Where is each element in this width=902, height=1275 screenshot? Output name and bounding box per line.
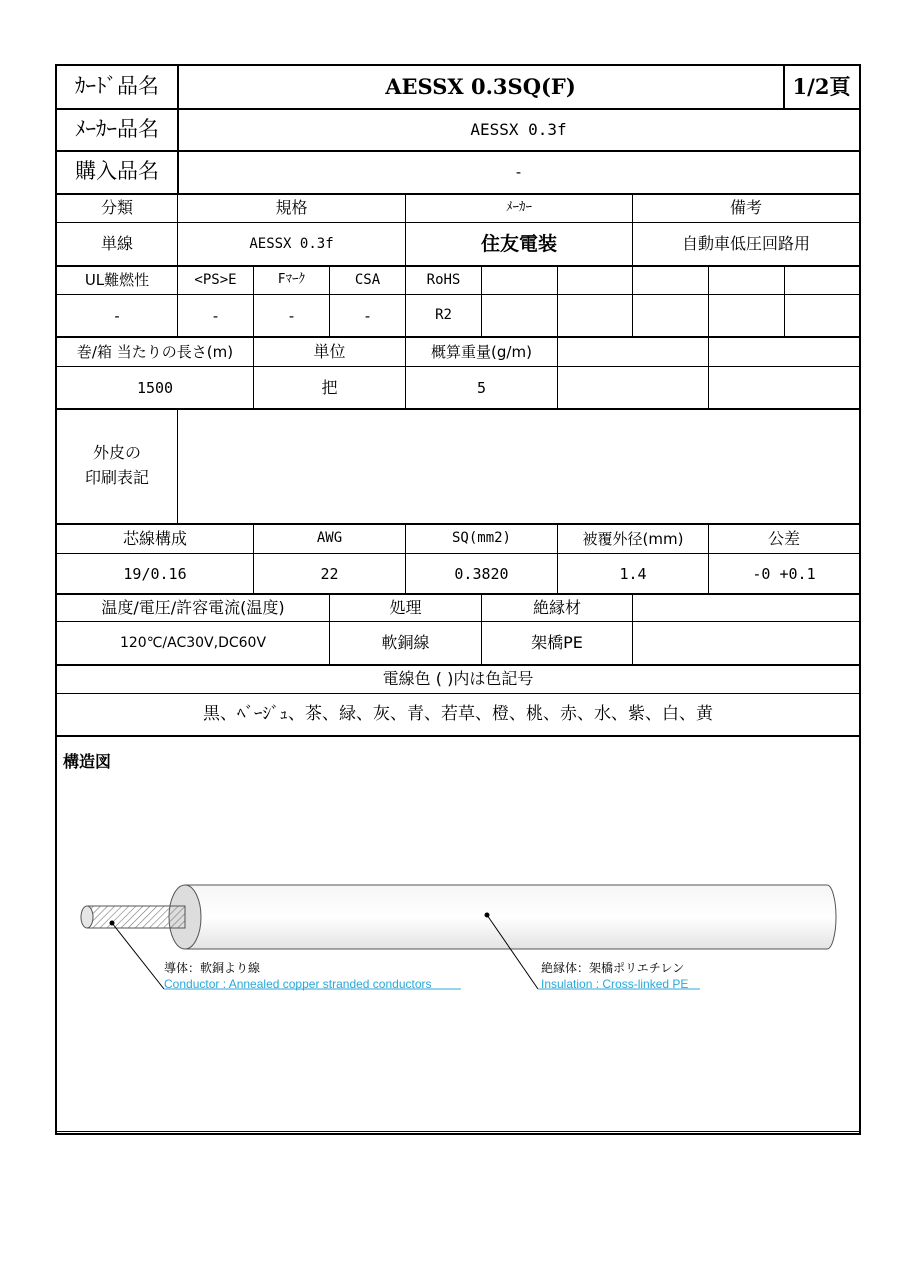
tolerance-value: -0 +0.1 — [752, 564, 816, 583]
sq-value: 0.3820 — [454, 564, 509, 583]
standard-value: AESSX 0.3f — [249, 235, 334, 252]
rohs-label: RoHS — [426, 271, 461, 288]
sq-label: SQ(mm2) — [451, 530, 511, 547]
conductor-strands — [87, 906, 185, 928]
awg-value: 22 — [320, 564, 339, 583]
rating-label: 温度/電圧/許容電流(温度) — [101, 597, 285, 617]
classification-label: 分類 — [100, 198, 133, 218]
maker-value: 住友電装 — [480, 232, 557, 255]
core-construction-value: 19/0.16 — [123, 564, 187, 583]
f-mark-label: Fﾏｰｸ — [278, 272, 305, 288]
csa-label: CSA — [354, 271, 381, 288]
pse-label: <PS>E — [194, 271, 237, 288]
page-indicator: 1/2頁 — [792, 74, 851, 100]
approx-weight-label: 概算重量(g/m) — [431, 342, 532, 361]
insulation-jacket — [185, 885, 836, 949]
conductor-label-jp: 導体：軟銅より線 — [164, 961, 261, 975]
maker-name-value: AESSX 0.3f — [470, 119, 567, 139]
cable-structure-diagram — [57, 737, 859, 1129]
awg-label: AWG — [316, 530, 343, 547]
purchase-name-label: 購入品名 — [75, 159, 159, 184]
conductor-leader — [112, 923, 164, 989]
maker-name-label: ﾒｰｶｰ品名 — [75, 116, 159, 141]
tolerance-label: 公差 — [767, 528, 800, 548]
insulation-label: 絶縁材 — [532, 597, 581, 617]
rohs-value: R2 — [435, 307, 452, 324]
insulation-value: 架橋PE — [531, 633, 583, 653]
csa-value: - — [362, 306, 373, 325]
card-name-value: AESSX 0.3SQ(F) — [385, 74, 576, 100]
treatment-label: 処理 — [389, 597, 422, 617]
unit-value: 把 — [321, 377, 338, 397]
insulation-label-en: Insulation : Cross-linked PE — [541, 977, 689, 991]
outer-diameter-label: 被覆外径(mm) — [582, 529, 684, 548]
maker-label: ﾒｰｶｰ — [506, 200, 532, 216]
jacket-print-label — [57, 409, 177, 523]
insulation-label-jp: 絶縁体：架橋ポリエチレン — [541, 961, 685, 975]
length-per-reel-value: 1500 — [136, 378, 174, 397]
purchase-name-value: - — [513, 163, 524, 181]
remarks-label: 備考 — [729, 198, 762, 218]
remarks-value: 自動車低圧回路用 — [681, 234, 810, 254]
jacket-print-label-line2: 印刷表記 — [84, 468, 149, 487]
classification-value: 単線 — [100, 234, 133, 254]
pse-value: - — [210, 306, 221, 325]
conductor-end-face — [81, 906, 93, 928]
standard-label: 規格 — [275, 198, 308, 218]
core-construction-label: 芯線構成 — [122, 528, 187, 548]
ul-flame-label: UL難燃性 — [84, 271, 150, 289]
jacket-print-label-line1: 外皮の — [92, 443, 141, 463]
unit-label: 単位 — [313, 341, 346, 361]
length-per-reel-label: 巻/箱 当たりの長さ(m) — [76, 342, 234, 361]
card-name-label: ｶｰﾄﾞ品名 — [75, 74, 159, 99]
conductor-label-en: Conductor : Annealed copper stranded conductors — [164, 977, 432, 991]
sheet-bottom-rule — [55, 1131, 861, 1132]
treatment-value: 軟銅線 — [381, 633, 430, 653]
structure-diagram-title: 構造図 — [63, 752, 112, 771]
outer-diameter-value: 1.4 — [619, 564, 647, 583]
f-mark-value: - — [286, 306, 297, 325]
jacket-print-value — [178, 409, 859, 523]
rating-value: 120℃/AC30V,DC60V — [119, 634, 267, 651]
ul-flame-value: - — [112, 306, 122, 325]
wire-color-value: 黒、ﾍﾞｰｼﾞｭ、茶、緑、灰、青、若草、橙、桃、赤、水、紫、白、黄 — [203, 704, 713, 725]
approx-weight-value: 5 — [476, 378, 487, 397]
wire-color-label: 電線色 ( )内は色記号 — [382, 669, 534, 689]
